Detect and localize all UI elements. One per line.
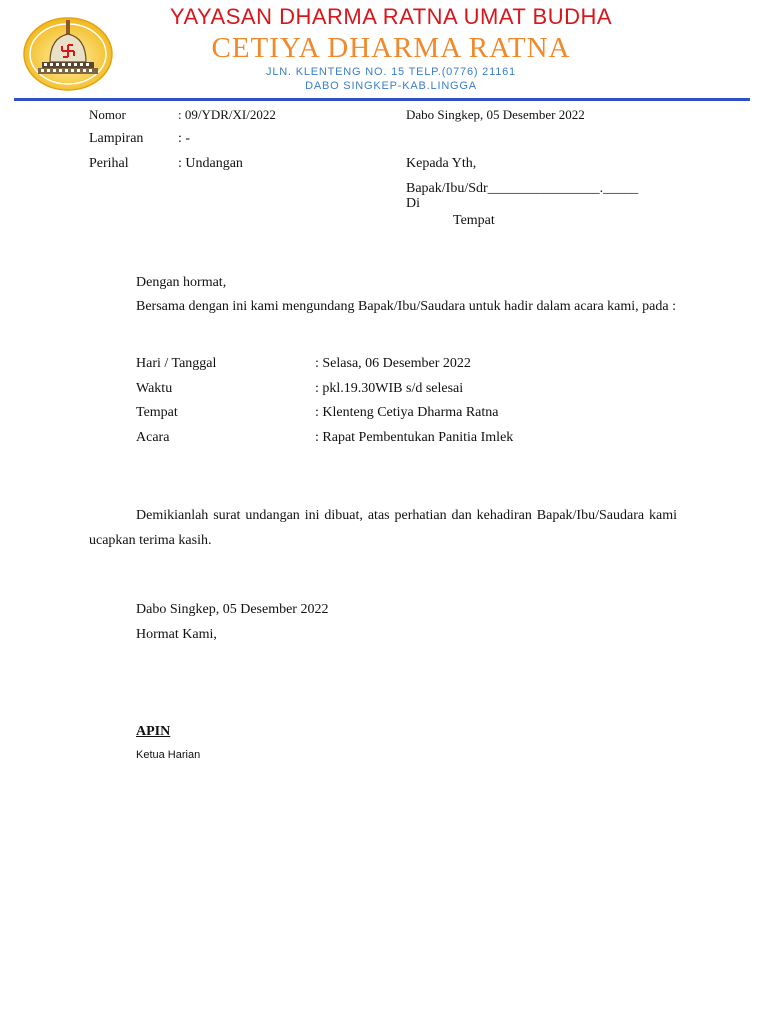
nomor-label: Nomor — [89, 107, 126, 122]
detail-value-date: : Selasa, 06 Desember 2022 — [315, 356, 471, 371]
stupa-logo-icon — [20, 12, 116, 92]
closing-paragraph: Demikianlah surat undangan ini dibuat, atas perhatian dan kehadiran Bapak/Ibu/Saudara kami ucapkan terima kasih. — [89, 508, 677, 548]
intro-paragraph: Bersama dengan ini kami mengundang Bapak/Ibu/Saudara untuk hadir dalam acara kami, pada : — [136, 299, 676, 314]
detail-label-place: Tempat — [136, 405, 178, 420]
foundation-name: YAYASAN DHARMA RATNA UMAT BUDHA — [169, 4, 613, 29]
recipient-di: Di — [406, 196, 420, 211]
perihal-label: Perihal — [89, 156, 129, 171]
recipient-salutation: Kepada Yth, — [406, 156, 477, 171]
address-line-2: DABO SINGKEP-KAB.LINGGA — [305, 80, 477, 92]
header-place-date: Dabo Singkep, 05 Desember 2022 — [406, 107, 585, 122]
detail-label-date: Hari / Tanggal — [136, 356, 217, 371]
signature-regards: Hormat Kami, — [136, 627, 217, 642]
detail-value-place: : Klenteng Cetiya Dharma Ratna — [315, 405, 499, 420]
detail-label-time: Waktu — [136, 381, 173, 396]
signature-place-date: Dabo Singkep, 05 Desember 2022 — [136, 602, 329, 617]
letterhead-divider — [14, 98, 750, 101]
lampiran-label: Lampiran — [89, 131, 144, 146]
detail-label-event: Acara — [136, 430, 170, 445]
detail-value-event: : Rapat Pembentukan Panitia Imlek — [315, 430, 514, 445]
detail-value-time: : pkl.19.30WIB s/d selesai — [315, 381, 464, 396]
greeting: Dengan hormat, — [136, 275, 227, 290]
recipient-name-line: Bapak/Ibu/Sdr________________._____ — [406, 181, 639, 196]
nomor-value: : 09/YDR/XI/2022 — [178, 107, 276, 122]
perihal-value: : Undangan — [178, 156, 243, 171]
lampiran-value: : - — [178, 131, 191, 146]
recipient-tempat: Tempat — [453, 213, 495, 228]
temple-name: CETIYA DHARMA RATNA — [211, 32, 571, 64]
signer-title: Ketua Harian — [136, 749, 201, 761]
signer-name: APIN — [136, 724, 171, 739]
address-line-1: JLN. KLENTENG NO. 15 TELP.(0776) 21161 — [266, 66, 516, 78]
